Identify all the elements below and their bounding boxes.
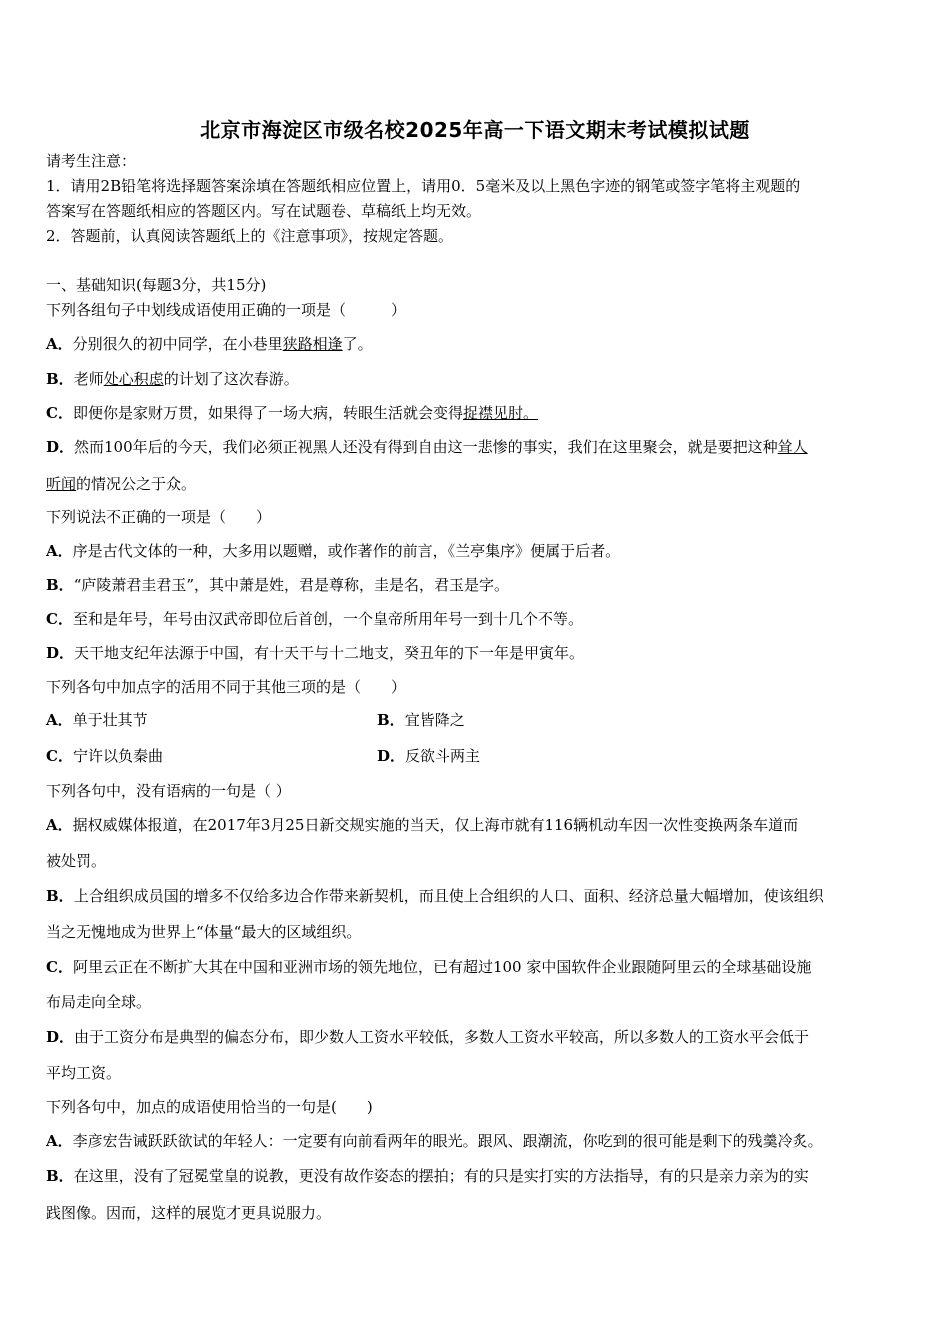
option-text: 老师 bbox=[73, 370, 104, 388]
option-text: 上合组织成员国的增多不仅给多边合作带来新契机，而且使上合组织的人口、面积、经济总量大幅增加，使该组织 bbox=[73, 887, 824, 905]
q5-option-a bbox=[46, 1131, 823, 1151]
underlined-idiom: 狭路相逢 bbox=[282, 335, 343, 353]
q4-option-d-cont: 平均工资。 bbox=[46, 1064, 122, 1082]
q3-option-a bbox=[46, 710, 148, 730]
option-label: B． bbox=[377, 711, 405, 729]
q2-option-a bbox=[46, 541, 620, 561]
option-label: D． bbox=[46, 644, 75, 662]
q3-option-c bbox=[46, 746, 163, 766]
option-label: A． bbox=[46, 335, 73, 353]
q1-option-a bbox=[46, 334, 373, 354]
option-text: 了。 bbox=[342, 335, 373, 353]
option-label: C． bbox=[46, 958, 73, 976]
option-text: 由于工资分布是典型的偏态分布，即少数人工资水平较低，多数人工资水平较高，所以多数人的工资水平会低于 bbox=[74, 1028, 810, 1046]
q1-stem: 下列各组句子中划线成语使用正确的一项是（ ） bbox=[46, 301, 407, 319]
q1-option-d-cont bbox=[46, 474, 196, 494]
option-text: 序是古代文体的一种，大多用以题赠，或作著作的前言，《兰亭集序》便属于后者。 bbox=[72, 542, 621, 560]
q4-option-b bbox=[46, 886, 824, 906]
q5-option-b-cont: 践图像。因而，这样的展览才更具说服力。 bbox=[46, 1204, 332, 1222]
option-label: B． bbox=[46, 887, 74, 905]
option-label: A． bbox=[46, 542, 73, 560]
option-text: 然而100年后的今天，我们必须正视黑人还没有得到自由这一悲惨的事实，我们在这里聚会，就是要把这种 bbox=[74, 438, 778, 456]
option-text: 李彦宏告诫跃跃欲试的年轻人：一定要有向前看两年的眼光。跟风、跟潮流，你吃到的很可能是剩下的残羹冷炙。 bbox=[72, 1132, 823, 1150]
q4-option-c bbox=[46, 957, 811, 977]
q4-stem: 下列各句中，没有语病的一句是（ ） bbox=[46, 782, 291, 800]
option-label: A． bbox=[46, 816, 73, 834]
option-text: 据权威媒体报道，在2017年3月25日新交规实施的当天，仅上海市就有116辆机动车因一次性变换两条车道而 bbox=[72, 816, 799, 834]
option-label: C． bbox=[46, 747, 73, 765]
option-label: D． bbox=[46, 438, 75, 456]
option-label: B． bbox=[46, 370, 74, 388]
q4-option-b-cont: 当之无愧地成为世界上“体量“最大的区域组织。 bbox=[46, 923, 362, 941]
q3-option-b bbox=[377, 710, 465, 730]
q1-option-b bbox=[46, 369, 299, 389]
option-label: C． bbox=[46, 610, 73, 628]
q4-option-a-cont: 被处罚。 bbox=[46, 852, 107, 870]
page-title: 北京市海淀区市级名校2025年高一下语文期末考试模拟试题 bbox=[200, 118, 750, 142]
q2-stem: 下列说法不正确的一项是（ ） bbox=[46, 508, 272, 526]
q1-option-c bbox=[46, 403, 538, 423]
option-text: 单于壮其节 bbox=[72, 711, 148, 729]
option-label: C． bbox=[46, 404, 73, 422]
q2-option-b bbox=[46, 575, 509, 595]
q5-stem: 下列各句中，加点的成语使用恰当的一句是( ) bbox=[46, 1098, 373, 1116]
q3-stem: 下列各句中加点字的活用不同于其他三项的是（ ） bbox=[46, 678, 407, 696]
q1-option-d bbox=[46, 437, 808, 457]
option-text: 在这里，没有了冠冕堂皇的说教，更没有故作姿态的摆拍；有的只是实打实的方法指导，有的只是亲力亲为的实 bbox=[73, 1167, 809, 1185]
underlined-idiom: 处心积虑 bbox=[103, 370, 164, 388]
q2-option-d bbox=[46, 643, 584, 663]
option-label: B． bbox=[46, 1167, 74, 1185]
option-text: 宁许以负秦曲 bbox=[72, 747, 163, 765]
notice-item-1a: 1．请用2B铅笔将选择题答案涂填在答题纸相应位置上，请用0．5毫米及以上黑色字迹的钢笔或签字笔将主观题的 bbox=[46, 177, 801, 195]
option-label: A． bbox=[46, 1132, 73, 1150]
option-text: 即便你是家财万贯，如果得了一场大病，转眼生活就会变得 bbox=[72, 404, 463, 422]
underlined-idiom: 听闻 bbox=[46, 475, 77, 493]
notice-item-1b: 答案写在答题纸相应的答题区内。写在试题卷、草稿纸上均无效。 bbox=[46, 202, 482, 220]
q4-option-c-cont: 布局走向全球。 bbox=[46, 993, 152, 1011]
q4-option-a bbox=[46, 815, 798, 835]
notice-heading: 请考生注意： bbox=[46, 152, 137, 170]
option-text: 分别很久的初中同学，在小巷里 bbox=[72, 335, 283, 353]
option-label: D． bbox=[46, 1028, 75, 1046]
underlined-idiom: 捉襟见肘。 bbox=[462, 404, 538, 422]
section-heading: 一、基础知识(每题3分，共15分) bbox=[46, 276, 267, 294]
underlined-idiom: 耸人 bbox=[777, 438, 808, 456]
option-text: 天干地支纪年法源于中国，有十天干与十二地支，癸丑年的下一年是甲寅年。 bbox=[74, 644, 585, 662]
q3-option-d bbox=[377, 746, 480, 766]
option-label: D． bbox=[377, 747, 406, 765]
option-label: A． bbox=[46, 711, 73, 729]
option-text: 宜皆降之 bbox=[404, 711, 465, 729]
option-text: 的计划了这次春游。 bbox=[163, 370, 299, 388]
notice-item-2: 2．答题前，认真阅读答题纸上的《注意事项》，按规定答题。 bbox=[46, 227, 454, 245]
q4-option-d bbox=[46, 1027, 809, 1047]
option-text: 至和是年号，年号由汉武帝即位后首创，一个皇帝所用年号一到十几个不等。 bbox=[72, 610, 583, 628]
q5-option-b bbox=[46, 1166, 809, 1186]
q2-option-c bbox=[46, 609, 583, 629]
option-text: 反欲斗两主 bbox=[405, 747, 481, 765]
option-text: 阿里云正在不断扩大其在中国和亚洲市场的领先地位，已有超过100 家中国软件企业跟随阿里云的全球基础设施 bbox=[72, 958, 812, 976]
option-label: B． bbox=[46, 576, 74, 594]
option-text: 的情况公之于众。 bbox=[76, 475, 197, 493]
option-text: “庐陵萧君圭君玉”，其中萧是姓，君是尊称，圭是名，君玉是字。 bbox=[73, 576, 510, 594]
